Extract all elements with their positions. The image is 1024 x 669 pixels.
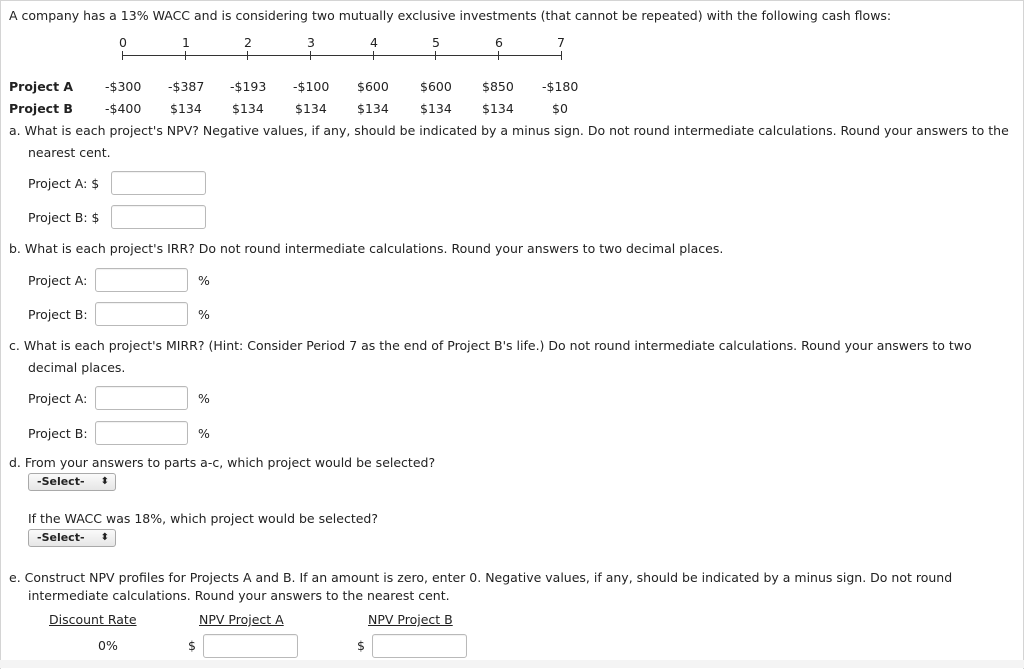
- question-d-text: d. From your answers to parts a-c, which project would be selected?: [9, 455, 436, 470]
- cash-flow-value: $600: [357, 79, 389, 94]
- timeline-tick: [122, 51, 123, 60]
- select-label: -Select-: [37, 531, 85, 544]
- project-select-wacc18-dropdown[interactable]: [28, 529, 116, 547]
- mirr-project-a-input[interactable]: [95, 386, 188, 410]
- percent-unit: %: [198, 391, 210, 406]
- npv-profile-a-input[interactable]: [203, 634, 298, 658]
- cash-flow-value: $134: [482, 101, 514, 116]
- period-label: 7: [557, 35, 565, 50]
- timeline-tick: [247, 51, 248, 60]
- question-d-wacc18-text: If the WACC was 18%, which project would be selected?: [28, 511, 378, 526]
- cash-flow-value: -$180: [542, 79, 579, 94]
- timeline-axis: [122, 55, 562, 56]
- project-select-dropdown[interactable]: [28, 473, 116, 491]
- question-c-text-cont: decimal places.: [28, 360, 126, 375]
- npv-project-a-input[interactable]: [111, 171, 206, 195]
- cash-flow-value: $134: [357, 101, 389, 116]
- npv-a-label: Project A: $: [28, 176, 100, 191]
- intro-text: A company has a 13% WACC and is considering two mutually exclusive investments (that cannot be repeated) with the following cash flows:: [9, 8, 892, 23]
- question-c-text: c. What is each project's MIRR? (Hint: Consider Period 7 as the end of Project B's life.) Do not round intermediate calculations. Round your answers to two: [9, 338, 972, 353]
- cash-flow-value: $134: [420, 101, 452, 116]
- bottom-strip: [0, 660, 1024, 668]
- cash-flow-value: $0: [552, 101, 568, 116]
- question-a-text-cont: nearest cent.: [28, 145, 111, 160]
- cash-flow-value: -$300: [105, 79, 142, 94]
- dollar-sign: $: [357, 638, 365, 653]
- irr-a-label: Project A:: [28, 273, 88, 288]
- column-header-discount-rate: Discount Rate: [49, 612, 137, 627]
- question-b-text: b. What is each project's IRR? Do not round intermediate calculations. Round your answers to two decimal places.: [9, 241, 724, 256]
- cash-flow-value: -$387: [168, 79, 205, 94]
- discount-rate-value: 0%: [98, 638, 118, 653]
- question-a-text: a. What is each project's NPV? Negative values, if any, should be indicated by a minus sign. Do not round intermediate calculations. Round your answers to the: [9, 123, 1009, 138]
- cash-flow-value: $134: [232, 101, 264, 116]
- npv-b-label: Project B: $: [28, 210, 100, 225]
- percent-unit: %: [198, 273, 210, 288]
- cash-flow-value: -$400: [105, 101, 142, 116]
- dollar-sign: $: [188, 638, 196, 653]
- timeline-tick: [561, 51, 562, 60]
- cash-flow-value: $134: [295, 101, 327, 116]
- percent-unit: %: [198, 426, 210, 441]
- percent-unit: %: [198, 307, 210, 322]
- timeline-tick: [310, 51, 311, 60]
- question-e-text-cont: intermediate calculations. Round your answers to the nearest cent.: [28, 588, 450, 603]
- period-label: 1: [182, 35, 190, 50]
- select-label: -Select-: [37, 475, 85, 488]
- cash-flow-value: $134: [170, 101, 202, 116]
- cash-flow-value: -$193: [230, 79, 267, 94]
- timeline-tick: [185, 51, 186, 60]
- mirr-project-b-input[interactable]: [95, 421, 188, 445]
- question-e-text: e. Construct NPV profiles for Projects A and B. If an amount is zero, enter 0. Negative values, if any, should be indicated by a minus sign. Do not round: [9, 570, 953, 585]
- period-label: 4: [370, 35, 378, 50]
- period-label: 6: [495, 35, 503, 50]
- irr-b-label: Project B:: [28, 307, 88, 322]
- select-arrows-icon: ⬍: [100, 532, 109, 543]
- select-arrows-icon: ⬍: [100, 476, 109, 487]
- irr-project-b-input[interactable]: [95, 302, 188, 326]
- project-b-row-label: Project B: [9, 101, 73, 116]
- timeline-tick: [373, 51, 374, 60]
- timeline-tick: [435, 51, 436, 60]
- project-a-row-label: Project A: [9, 79, 74, 94]
- npv-project-b-input[interactable]: [111, 205, 206, 229]
- column-header-npv-a: NPV Project A: [199, 612, 284, 627]
- npv-profile-b-input[interactable]: [372, 634, 467, 658]
- timeline-tick: [498, 51, 499, 60]
- mirr-b-label: Project B:: [28, 426, 88, 441]
- cash-flow-value: $850: [482, 79, 514, 94]
- period-label: 0: [119, 35, 127, 50]
- cash-flow-value: -$100: [293, 79, 330, 94]
- column-header-npv-b: NPV Project B: [368, 612, 453, 627]
- period-label: 5: [432, 35, 440, 50]
- cash-flow-value: $600: [420, 79, 452, 94]
- mirr-a-label: Project A:: [28, 391, 88, 406]
- irr-project-a-input[interactable]: [95, 268, 188, 292]
- period-label: 2: [244, 35, 252, 50]
- period-label: 3: [307, 35, 315, 50]
